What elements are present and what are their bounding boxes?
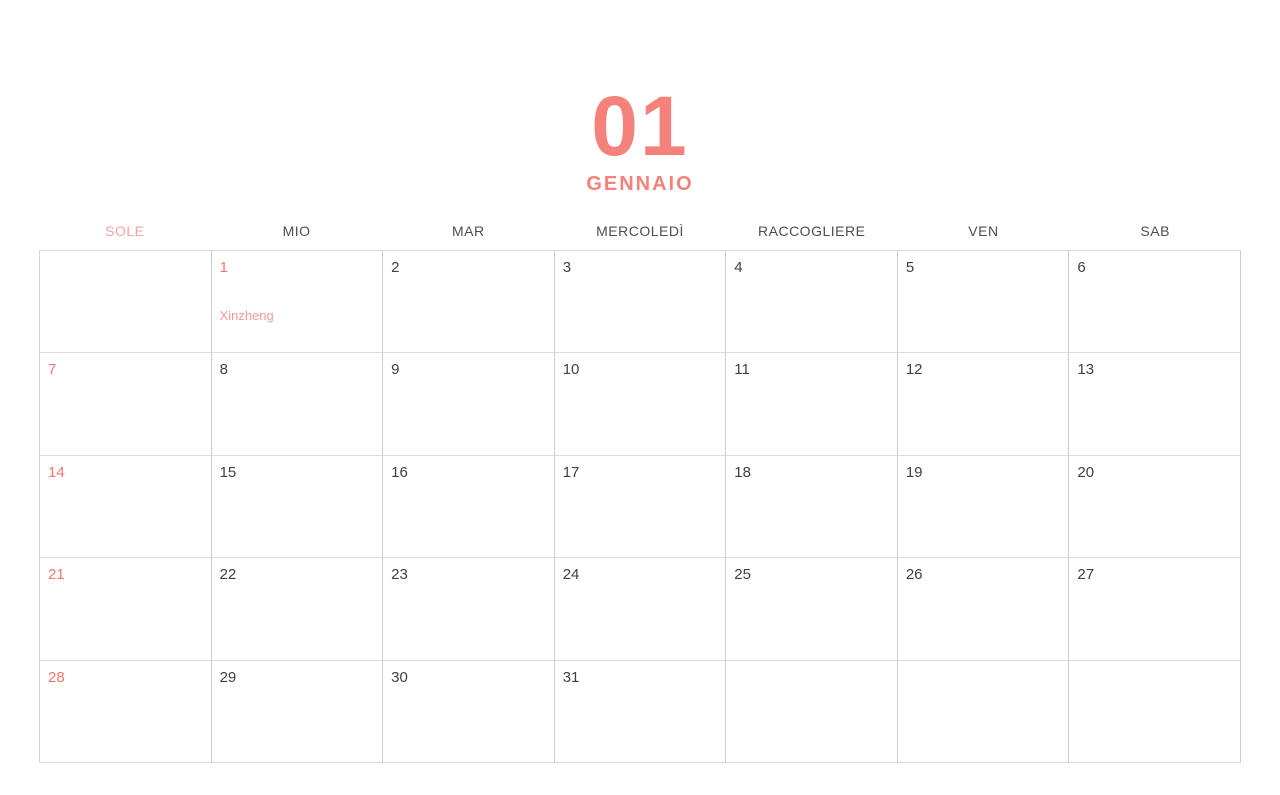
day-number: 28 <box>48 668 65 686</box>
day-number: 9 <box>391 361 400 379</box>
day-cell-25[interactable] <box>726 558 898 660</box>
day-cell-empty <box>898 661 1070 763</box>
day-cell-11[interactable] <box>726 353 898 455</box>
day-number: 27 <box>1077 566 1095 584</box>
calendar-header <box>0 0 1280 196</box>
day-number: 16 <box>391 463 408 481</box>
day-cell-10[interactable] <box>555 353 727 455</box>
day-number: 1 <box>219 259 228 276</box>
day-number: 22 <box>219 566 237 584</box>
day-number: 29 <box>219 668 237 686</box>
day-cell-6[interactable] <box>1069 251 1241 353</box>
day-cell-22[interactable] <box>212 558 384 660</box>
day-cell-26[interactable] <box>898 558 1070 660</box>
day-cell-19[interactable] <box>898 456 1070 558</box>
weekday-ven: VEN <box>968 223 999 239</box>
event-label: Xinzheng <box>219 308 274 323</box>
day-cell-13[interactable] <box>1069 353 1241 455</box>
day-cell-empty <box>1069 661 1241 763</box>
day-number: 10 <box>562 361 580 379</box>
day-cell-28[interactable] <box>40 661 212 763</box>
day-cell-1[interactable] <box>212 251 384 353</box>
day-cell-23[interactable] <box>383 558 555 660</box>
day-cell-20[interactable] <box>1069 456 1241 558</box>
day-number: 6 <box>1077 259 1086 276</box>
day-number: 25 <box>734 566 751 584</box>
weekday-sab: SAB <box>1140 223 1170 239</box>
day-cell-empty <box>40 251 212 353</box>
day-number: 11 <box>734 361 750 379</box>
day-number: 19 <box>905 463 923 481</box>
day-cell-24[interactable] <box>555 558 727 660</box>
month-name: GENNAIO <box>586 173 694 195</box>
day-cell-4[interactable] <box>726 251 898 353</box>
weekday-mio: MIO <box>282 223 311 239</box>
day-cell-5[interactable] <box>898 251 1070 353</box>
day-number: 15 <box>219 463 237 481</box>
day-number: 2 <box>391 259 400 276</box>
day-cell-7[interactable] <box>40 353 212 455</box>
day-cell-12[interactable] <box>898 353 1070 455</box>
day-number: 24 <box>562 566 580 584</box>
month-number: 01 <box>591 79 689 173</box>
day-number: 23 <box>391 566 408 584</box>
day-number: 7 <box>48 361 57 379</box>
day-cell-2[interactable] <box>383 251 555 353</box>
day-cell-27[interactable] <box>1069 558 1241 660</box>
weekday-raccogliere: RACCOGLIERE <box>758 223 866 239</box>
day-number: 13 <box>1077 361 1095 379</box>
day-cell-29[interactable] <box>212 661 384 763</box>
day-cell-3[interactable] <box>555 251 727 353</box>
weekday-sole: SOLE <box>105 223 145 239</box>
day-number: 17 <box>562 463 580 481</box>
weekday-mercoledi: MERCOLEDÌ <box>596 223 684 239</box>
calendar-grid <box>39 250 1241 763</box>
day-cell-16[interactable] <box>383 456 555 558</box>
day-number: 21 <box>48 566 65 584</box>
day-number: 3 <box>562 259 572 276</box>
day-number: 14 <box>48 463 65 481</box>
day-number: 5 <box>905 259 915 276</box>
day-cell-17[interactable] <box>555 456 727 558</box>
day-cell-21[interactable] <box>40 558 212 660</box>
day-cell-9[interactable] <box>383 353 555 455</box>
day-number: 26 <box>905 566 923 584</box>
day-number: 12 <box>905 361 923 379</box>
day-number: 8 <box>219 361 228 379</box>
day-number: 4 <box>734 259 743 276</box>
weekday-row <box>39 222 1241 240</box>
day-cell-31[interactable] <box>555 661 727 763</box>
day-number: 20 <box>1077 463 1095 481</box>
day-cell-8[interactable] <box>212 353 384 455</box>
weekday-mar: MAR <box>451 223 485 239</box>
day-number: 31 <box>562 668 580 686</box>
day-cell-empty <box>726 661 898 763</box>
day-cell-15[interactable] <box>212 456 384 558</box>
day-number: 18 <box>734 463 751 481</box>
day-cell-14[interactable] <box>40 456 212 558</box>
day-number: 30 <box>391 668 408 686</box>
day-cell-18[interactable] <box>726 456 898 558</box>
day-cell-30[interactable] <box>383 661 555 763</box>
